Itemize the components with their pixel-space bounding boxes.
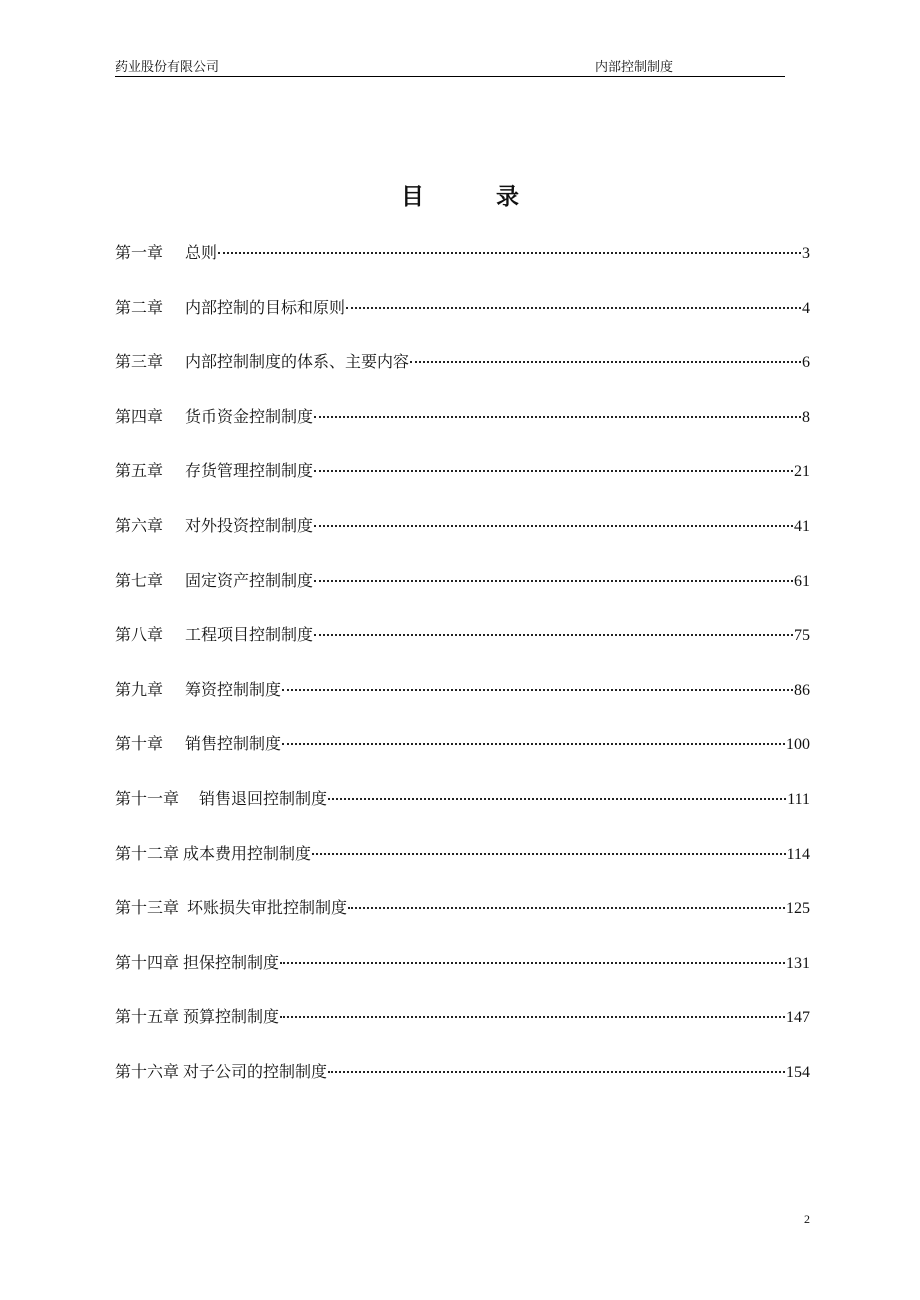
toc-chapter-number: 第十三章: [115, 898, 180, 918]
toc-leader-dots: [328, 1071, 785, 1073]
toc-leader-dots: [314, 634, 793, 636]
header-company: 药业股份有限公司: [115, 60, 220, 75]
toc-page-number: 75: [794, 627, 810, 645]
table-of-contents: [115, 243, 810, 1117]
toc-entry-8[interactable]: [115, 625, 810, 680]
toc-chapter-number: 第六章: [115, 515, 164, 535]
toc-page-number: 100: [786, 736, 810, 754]
toc-page-number: 147: [786, 1009, 810, 1027]
toc-leader-dots: [280, 1016, 785, 1018]
toc-chapter-number: 第八章: [115, 625, 164, 645]
toc-leader-dots: [282, 689, 793, 691]
toc-page-number: 6: [802, 354, 810, 372]
toc-chapter-title: 筹资控制制度: [185, 679, 282, 699]
toc-chapter-number: 第十四章: [115, 952, 180, 972]
toc-page-number: 21: [794, 463, 810, 481]
toc-entry-13[interactable]: [115, 898, 810, 953]
toc-leader-dots: [282, 743, 785, 745]
toc-chapter-number: 第十一章: [115, 788, 180, 808]
toc-chapter-title: 固定资产控制制度: [185, 570, 314, 590]
toc-entry-4[interactable]: [115, 407, 810, 462]
toc-chapter-number: 第一章: [115, 243, 164, 262]
toc-chapter-title: 担保控制制度: [183, 952, 280, 972]
toc-chapter-title: 工程项目控制制度: [185, 625, 314, 645]
toc-leader-dots: [280, 962, 785, 964]
toc-leader-dots: [314, 580, 793, 582]
toc-page-number: 111: [787, 790, 810, 808]
toc-chapter-title: 存货管理控制制度: [185, 461, 314, 481]
toc-chapter-title: 对子公司的控制制度: [183, 1061, 328, 1081]
toc-title-char-1: 目: [401, 183, 424, 210]
toc-title: [0, 178, 920, 211]
toc-leader-dots: [410, 361, 801, 363]
toc-leader-dots: [346, 307, 801, 309]
toc-chapter-title: 总则: [185, 243, 218, 262]
toc-chapter-number: 第二章: [115, 297, 164, 317]
toc-chapter-number: 第十二章: [115, 843, 180, 863]
page-number: 2: [804, 1212, 810, 1226]
toc-chapter-title: 预算控制制度: [183, 1007, 280, 1027]
toc-leader-dots: [314, 525, 793, 527]
toc-page-number: 61: [794, 572, 810, 590]
toc-chapter-number: 第十五章: [115, 1007, 180, 1027]
toc-page-number: 4: [802, 299, 810, 317]
toc-entry-12[interactable]: [115, 844, 810, 899]
toc-entry-9[interactable]: [115, 680, 810, 735]
toc-page-number: 154: [786, 1063, 810, 1081]
toc-page-number: 131: [786, 954, 810, 972]
toc-leader-dots: [312, 853, 786, 855]
toc-chapter-number: 第十六章: [115, 1061, 180, 1081]
toc-chapter-number: 第三章: [115, 352, 164, 372]
toc-entry-6[interactable]: [115, 516, 810, 571]
toc-chapter-number: 第十章: [115, 734, 164, 754]
page-header: [115, 56, 785, 77]
toc-leader-dots: [348, 907, 785, 909]
toc-leader-dots: [314, 470, 793, 472]
toc-entry-1[interactable]: [115, 243, 810, 298]
toc-chapter-number: 第五章: [115, 461, 164, 481]
toc-chapter-title: 内部控制制度的体系、主要内容: [185, 352, 410, 372]
toc-chapter-number: 第九章: [115, 679, 164, 699]
toc-page-number: 86: [794, 681, 810, 699]
toc-entry-5[interactable]: [115, 461, 810, 516]
toc-page-number: 41: [794, 517, 810, 535]
toc-entry-7[interactable]: [115, 571, 810, 626]
toc-leader-dots: [314, 416, 801, 418]
toc-chapter-title: 成本费用控制制度: [183, 843, 312, 863]
toc-chapter-title: 坏账损失审批控制制度: [187, 898, 348, 918]
toc-entry-16[interactable]: [115, 1062, 810, 1117]
toc-page-number: 114: [786, 845, 810, 863]
toc-chapter-number: 第四章: [115, 406, 164, 426]
toc-leader-dots: [218, 252, 801, 254]
toc-entry-3[interactable]: [115, 352, 810, 407]
toc-leader-dots: [328, 798, 786, 800]
toc-chapter-title: 内部控制的目标和原则: [185, 297, 346, 317]
toc-page-number: 125: [786, 900, 810, 918]
toc-entry-11[interactable]: [115, 789, 810, 844]
toc-entry-14[interactable]: [115, 953, 810, 1008]
toc-entry-2[interactable]: [115, 298, 810, 353]
toc-chapter-title: 销售退回控制制度: [199, 788, 328, 808]
toc-chapter-title: 销售控制制度: [185, 734, 282, 754]
toc-page-number: 8: [802, 408, 810, 426]
toc-entry-10[interactable]: [115, 734, 810, 789]
header-document-title: 内部控制制度: [595, 60, 674, 75]
toc-entry-15[interactable]: [115, 1007, 810, 1062]
toc-chapter-title: 对外投资控制制度: [185, 515, 314, 535]
toc-chapter-number: 第七章: [115, 570, 164, 590]
toc-page-number: 3: [802, 245, 810, 262]
toc-chapter-title: 货币资金控制制度: [185, 406, 314, 426]
toc-title-char-2: 录: [496, 183, 519, 210]
